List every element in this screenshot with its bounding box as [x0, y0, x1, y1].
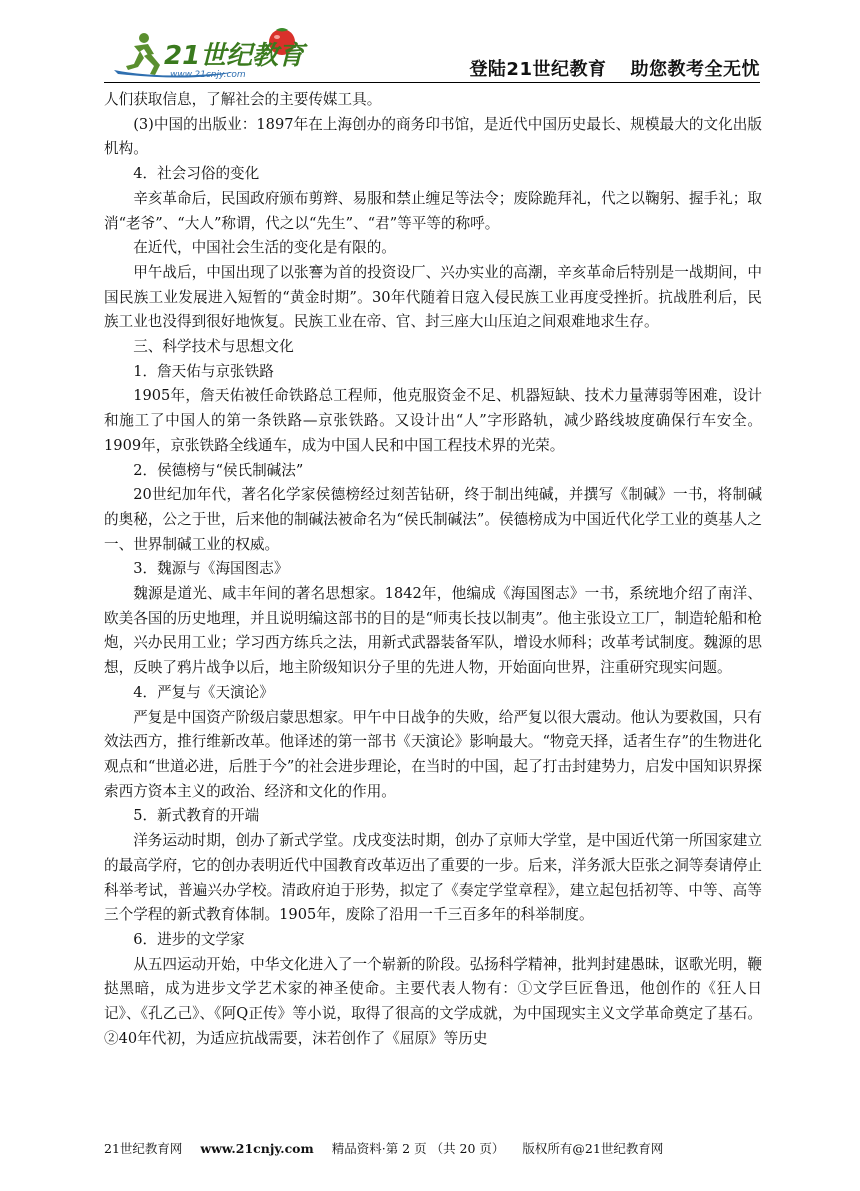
logo-url-text: www.21cnjy.com: [170, 70, 246, 80]
paragraph: 严复是中国资产阶级启蒙思想家。甲午中日战争的失败，给严复以很大震动。他认为要救国，只有效法西方，推行维新改革。他译述的第一部书《天演论》影响最大。“物竞天择，适者生存”的生物进化观点和“世道必进，后胜于今”的社会进步理论，在当时的中国，起了打击封建势力，启发中国知识界探索西方资本主义的政治、经济和文化的作用。: [104, 708, 762, 800]
paragraph: (3)中国的出版业：1897年在上海创办的商务印书馆，是近代中国历史最长、规模最大的文化出版机构。: [104, 115, 762, 158]
slogan-left: 登陆21世纪教育: [469, 59, 607, 80]
paragraph: 1905年，詹天佑被任命铁路总工程师，他克服资金不足、机器短缺、技术力量薄弱等困难，设计和施工了中国人的第一条铁路—京张铁路。又设计出“人”字形路轨，减少路线坡度确保行车安全。1909年，京张铁路全线通车，成为中国人民和中国工程技术界的光荣。: [104, 387, 762, 454]
logo-icon: [104, 22, 314, 82]
section-heading: 2．侯德榜与“侯氏制碱法”: [133, 461, 304, 479]
section-heading: 三、科学技术与思想文化: [133, 338, 294, 356]
paragraph: 在近代，中国社会生活的变化是有限的。: [133, 239, 396, 257]
footer-url[interactable]: www.21cnjy.com: [200, 1141, 314, 1156]
footer-page-label: 精品资料·第 2 页 （共 20 页）: [331, 1141, 505, 1156]
section-heading: 5．新式教育的开端: [133, 807, 260, 825]
paragraph: 魏源是道光、咸丰年间的著名思想家。1842年，他编成《海国图志》一书，系统地介绍了南洋、欧美各国的历史地理，并且说明编这部书的目的是“师夷长技以制夷”。他主张设立工厂，制造轮船和枪炮，兴办民用工业；学习西方练兵之法，用新式武器装备军队，增设水师科；改革考试制度。魏源的思想，反映了鸦片战争以后，地主阶级知识分子里的先进人物，开始面向世界，注重研究现实问题。: [104, 585, 762, 677]
paragraph: 人们获取信息，了解社会的主要传媒工具。: [104, 91, 382, 108]
section-heading: 4．严复与《天演论》: [133, 683, 274, 701]
paragraph: 洋务运动时期，创办了新式学堂。戊戌变法时期，创办了京师大学堂，是中国近代第一所国家建立的最高学府，它的创办表明近代中国教育改革迈出了重要的一步。后来，洋务派大臣张之洞等奏请停止科举考试，普遍兴办学校。清政府迫于形势，拟定了《奏定学堂章程》，建立起包括初等、中等、高等三个学程的新式教育体制。1905年，废除了沿用一千三百多年的科举制度。: [104, 832, 762, 924]
paragraph: 甲午战后，中国出现了以张謇为首的投资设厂、兴办实业的高潮，辛亥革命后特别是一战期间，中国民族工业发展进入短暂的“黄金时期”。30年代随着日寇入侵民族工业再度受挫折。抗战胜利后，民族工业也没得到很好地恢复。民族工业在帝、官、封三座大山压迫之间艰难地求生存。: [104, 263, 762, 331]
section-heading: 6．进步的文学家: [133, 930, 245, 948]
section-heading: 1．詹天佑与京张铁路: [133, 362, 274, 380]
footer-site: 21世纪教育网: [104, 1141, 183, 1156]
paragraph: 从五四运动开始，中华文化进入了一个崭新的阶段。弘扬科学精神，批判封建愚昧，讴歌光明，鞭挞黑暗，成为进步文学艺术家的神圣使命。主要代表人物有：①文学巨匠鲁迅，他创作的《狂人日记》、《孔乙己》、《阿Q正传》等小说，取得了很高的文学成就，为中国现实主义文学革命奠定了基石。②40年代初，为适应抗战需要，沫若创作了《屈原》等历史: [104, 955, 762, 1047]
paragraph: 20世纪加年代，著名化学家侯德榜经过刻苦钻研，终于制出纯碱，并撰写《制碱》一书，将制碱的奥秘，公之于世，后来他的制碱法被命名为“侯氏制碱法”。侯德榜成为中国近代化学工业的奠基人之一、世界制碱工业的权威。: [104, 486, 762, 553]
paragraph: 辛亥革命后，民国政府颁布剪辫、易服和禁止缠足等法令；废除跪拜礼，代之以鞠躬、握手礼；取消“老爷”、“大人”称谓，代之以“先生”、“君”等平等的称呼。: [104, 189, 762, 232]
running-figure-icon: [126, 33, 160, 75]
section-heading: 3．魏源与《海国图志》: [133, 560, 289, 578]
slogan-right: 助您教考全无忧: [630, 59, 760, 80]
footer-copyright: 版权所有@21世纪教育网: [522, 1141, 664, 1156]
header-divider: [104, 82, 760, 83]
header-slogan: [445, 55, 760, 81]
logo-text: 21世纪教育: [164, 41, 305, 71]
page-footer: [104, 1139, 760, 1157]
page-header: [104, 22, 760, 84]
document-body: [104, 88, 762, 1051]
section-heading: 4．社会习俗的变化: [133, 165, 260, 183]
